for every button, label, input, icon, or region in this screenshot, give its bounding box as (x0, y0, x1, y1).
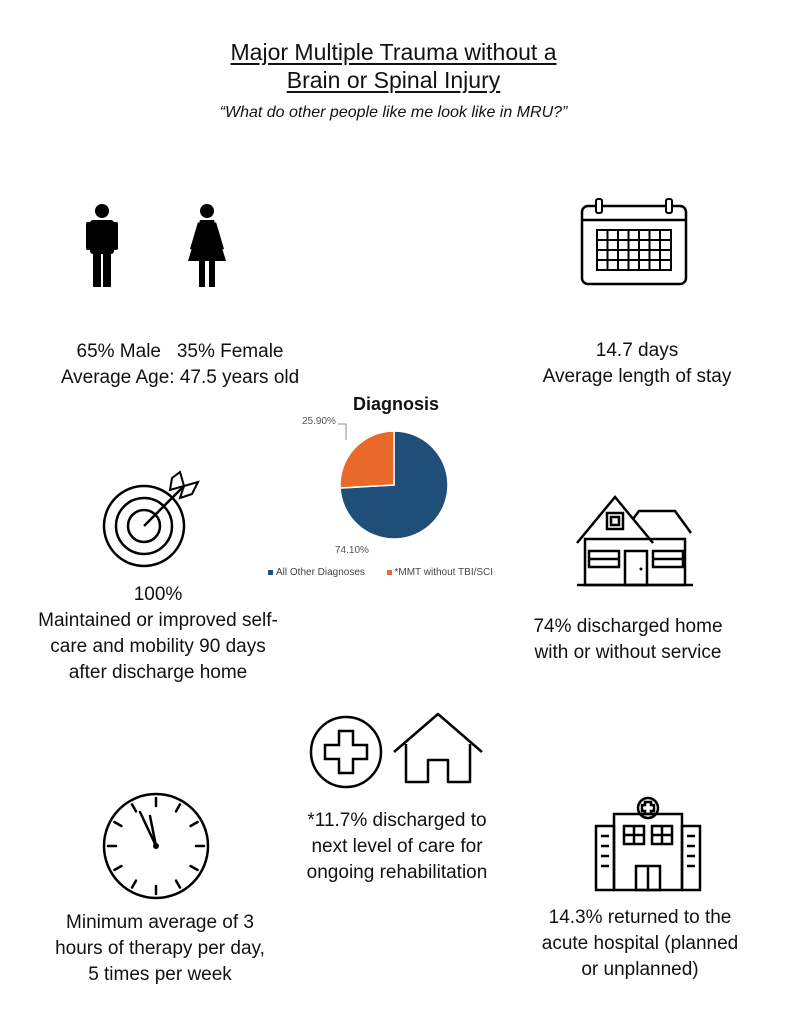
average-age: Average Age: 47.5 years old (60, 367, 300, 388)
page-title (0, 38, 787, 94)
therapy-line-2: hours of therapy per day, (55, 938, 265, 959)
acute-return-line-2: acute hospital (planned (541, 933, 739, 954)
length-of-stay-stat (487, 338, 787, 390)
demographics-stat (30, 339, 330, 391)
pie-slice-mmt-without-tbi-sci (340, 431, 394, 488)
diagnosis-pie-chart (290, 412, 490, 562)
next-care-line-3: ongoing rehabilitation (306, 862, 488, 883)
title-line-1: Major Multiple Trauma without a (230, 39, 557, 65)
legend-swatch-icon (268, 570, 273, 575)
page-subtitle: “What do other people like me look like in MRU?” (219, 104, 568, 121)
legend-item-mmt: *MMT without TBI/SCI (387, 567, 494, 578)
legend-swatch-icon (387, 570, 392, 575)
next-care-stat (247, 808, 547, 886)
legend-item-all-other: All Other Diagnoses (268, 567, 365, 578)
home-discharge-line-2: with or without service (534, 642, 722, 663)
chart-title: Diagnosis (352, 394, 440, 414)
female-person-icon (186, 203, 230, 289)
data-label-mmt: 25.90% (302, 416, 336, 427)
improvement-value: 100% (133, 584, 183, 605)
improvement-stat (0, 582, 316, 686)
medical-cross-icon (308, 714, 384, 790)
length-of-stay-value: 14.7 days (595, 340, 679, 361)
chart-legend (268, 567, 493, 578)
title-line-2: Brain or Spinal Injury (286, 67, 501, 93)
data-label-all-other: 74.10% (335, 545, 369, 556)
acute-return-stat (490, 905, 787, 983)
home-outline-icon (392, 712, 488, 786)
home-discharge-stat (478, 614, 778, 666)
house-icon (575, 493, 695, 589)
calendar-icon (580, 198, 688, 286)
therapy-line-3: 5 times per week (88, 964, 232, 985)
callout-line (338, 424, 346, 440)
home-discharge-line-1: 74% discharged home (533, 616, 723, 637)
target-icon (100, 470, 210, 570)
improvement-line-1: Maintained or improved self- (38, 610, 278, 631)
gender-split: 65% Male 35% Female (76, 341, 284, 362)
acute-return-line-1: 14.3% returned to the (548, 907, 732, 928)
male-person-icon (84, 203, 124, 289)
acute-return-line-3: or unplanned) (581, 959, 699, 980)
length-of-stay-label: Average length of stay (542, 366, 732, 387)
therapy-stat (10, 910, 310, 988)
therapy-line-1: Minimum average of 3 (66, 912, 254, 933)
improvement-line-3: after discharge home (68, 662, 248, 683)
next-care-line-1: *11.7% discharged to (307, 810, 487, 831)
next-care-line-2: next level of care for (311, 836, 483, 857)
hospital-icon (592, 796, 704, 892)
improvement-line-2: care and mobility 90 days (50, 636, 266, 657)
clock-icon (102, 792, 212, 902)
